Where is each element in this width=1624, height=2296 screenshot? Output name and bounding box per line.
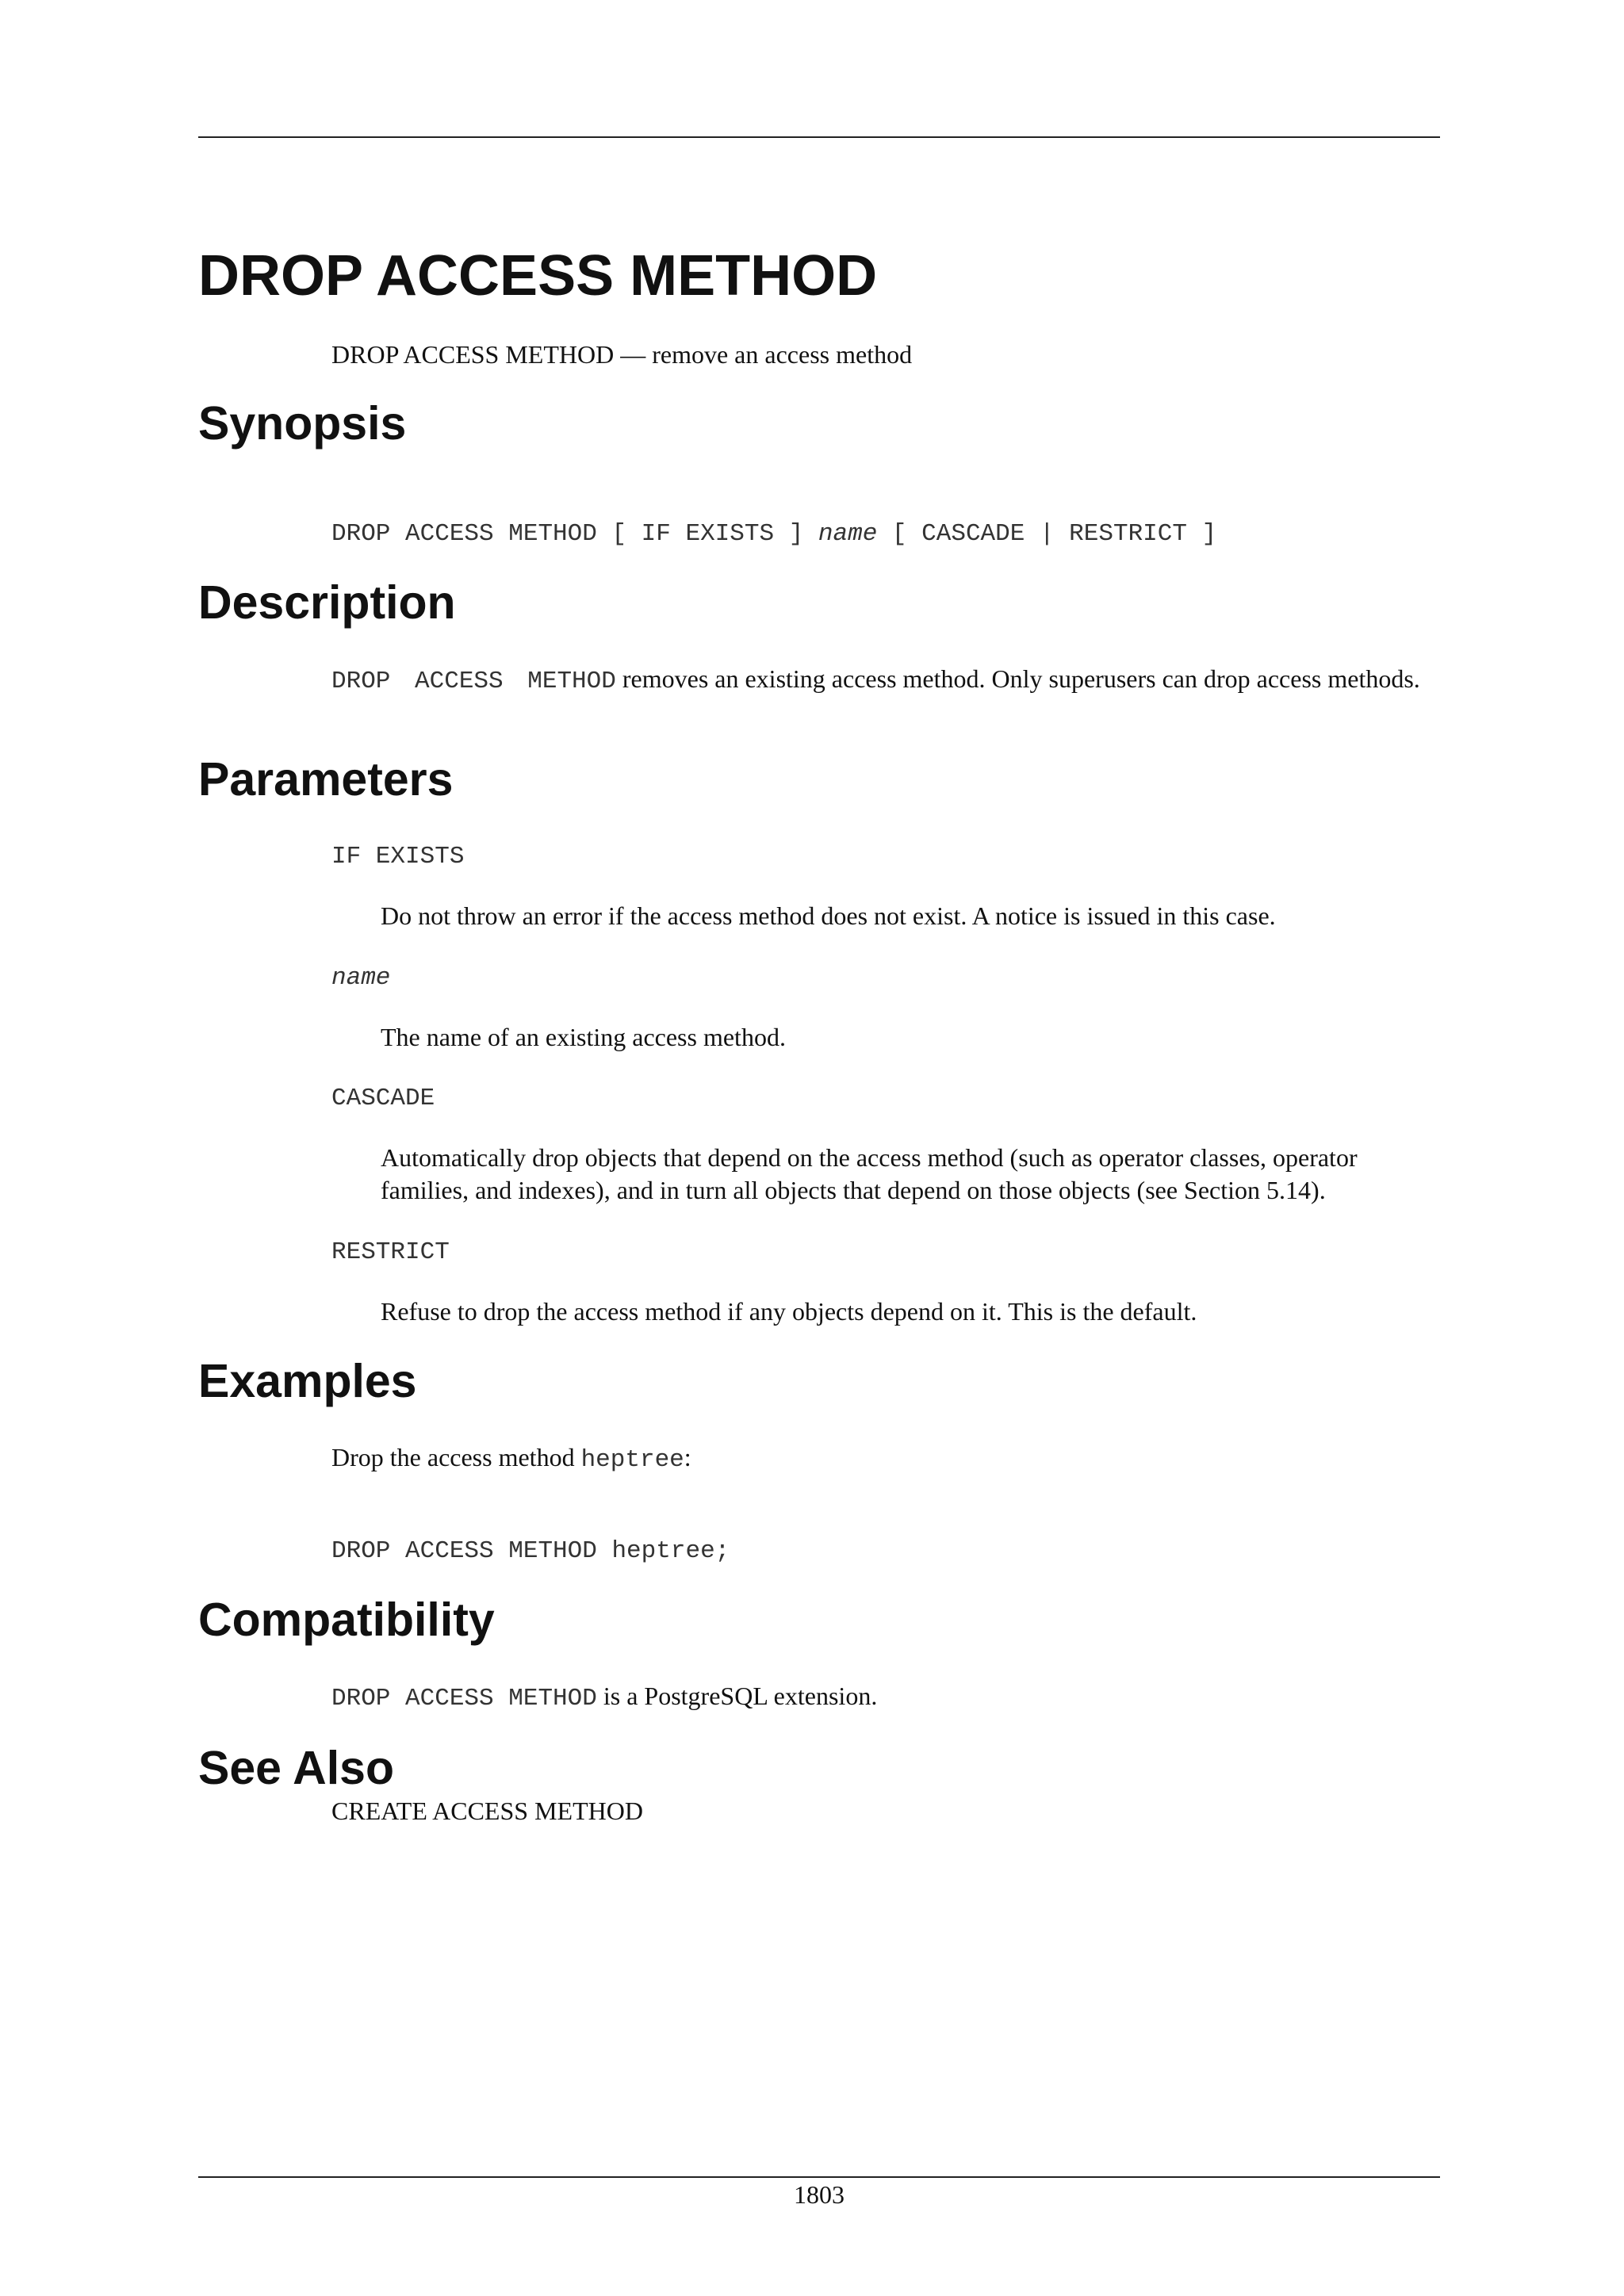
compatibility-paragraph	[331, 1680, 877, 1715]
refpurpose: remove an access method	[652, 340, 913, 369]
param-desc-if-exists: Do not throw an error if the access method does not exist. A notice is issued in this case.	[381, 901, 1276, 930]
see-also-heading: See Also	[198, 1742, 395, 1794]
param-desc-cascade: Automatically drop objects that depend on the access method (such as operator classes, operator families, and indexes), and in turn all objects that depend on those objects (see Section 5.14).	[381, 1143, 1358, 1204]
param-desc-name: The name of an existing access method.	[381, 1023, 786, 1051]
header-rule	[198, 136, 1440, 138]
see-also-link[interactable]: CREATE ACCESS METHOD	[331, 1797, 643, 1825]
page-number: 1803	[794, 2180, 845, 2209]
description-command: DROP ACCESS METHOD	[331, 668, 616, 695]
synopsis-code	[331, 519, 1216, 550]
synopsis-part1: DROP ACCESS METHOD [ IF EXISTS ]	[331, 520, 818, 548]
param-desc-restrict: Refuse to drop the access method if any objects depend on it. This is the default.	[381, 1297, 1197, 1326]
parameters-heading: Parameters	[198, 753, 454, 806]
examples-intro	[331, 1441, 691, 1476]
synopsis-part2: [ CASCADE | RESTRICT ]	[877, 520, 1217, 548]
examples-intro-text: Drop the access method	[331, 1443, 581, 1471]
refpurpose-line	[331, 339, 912, 371]
footer-rule	[198, 2176, 1440, 2178]
examples-intro-code: heptree	[580, 1446, 684, 1474]
compatibility-text: is a PostgreSQL extension.	[596, 1682, 878, 1710]
synopsis-param: name	[818, 520, 878, 548]
compatibility-command: DROP ACCESS METHOD	[331, 1685, 597, 1712]
compatibility-heading: Compatibility	[198, 1594, 495, 1646]
param-term-name: name	[331, 964, 391, 992]
description-paragraph	[331, 663, 1440, 698]
examples-heading: Examples	[198, 1355, 417, 1407]
refname: DROP ACCESS METHOD	[331, 340, 615, 369]
description-heading: Description	[198, 576, 456, 629]
examples-intro-end: :	[684, 1443, 691, 1471]
param-term-cascade: CASCADE	[331, 1085, 435, 1112]
param-term-if-exists: IF EXISTS	[331, 843, 465, 871]
page-title: DROP ACCESS METHOD	[198, 244, 878, 308]
example-code: DROP ACCESS METHOD heptree;	[331, 1537, 730, 1565]
param-term-restrict: RESTRICT	[331, 1238, 450, 1266]
description-text: removes an existing access method. Only superusers can drop access methods.	[615, 664, 1420, 693]
synopsis-heading: Synopsis	[198, 397, 407, 450]
em-dash: —	[620, 340, 646, 369]
